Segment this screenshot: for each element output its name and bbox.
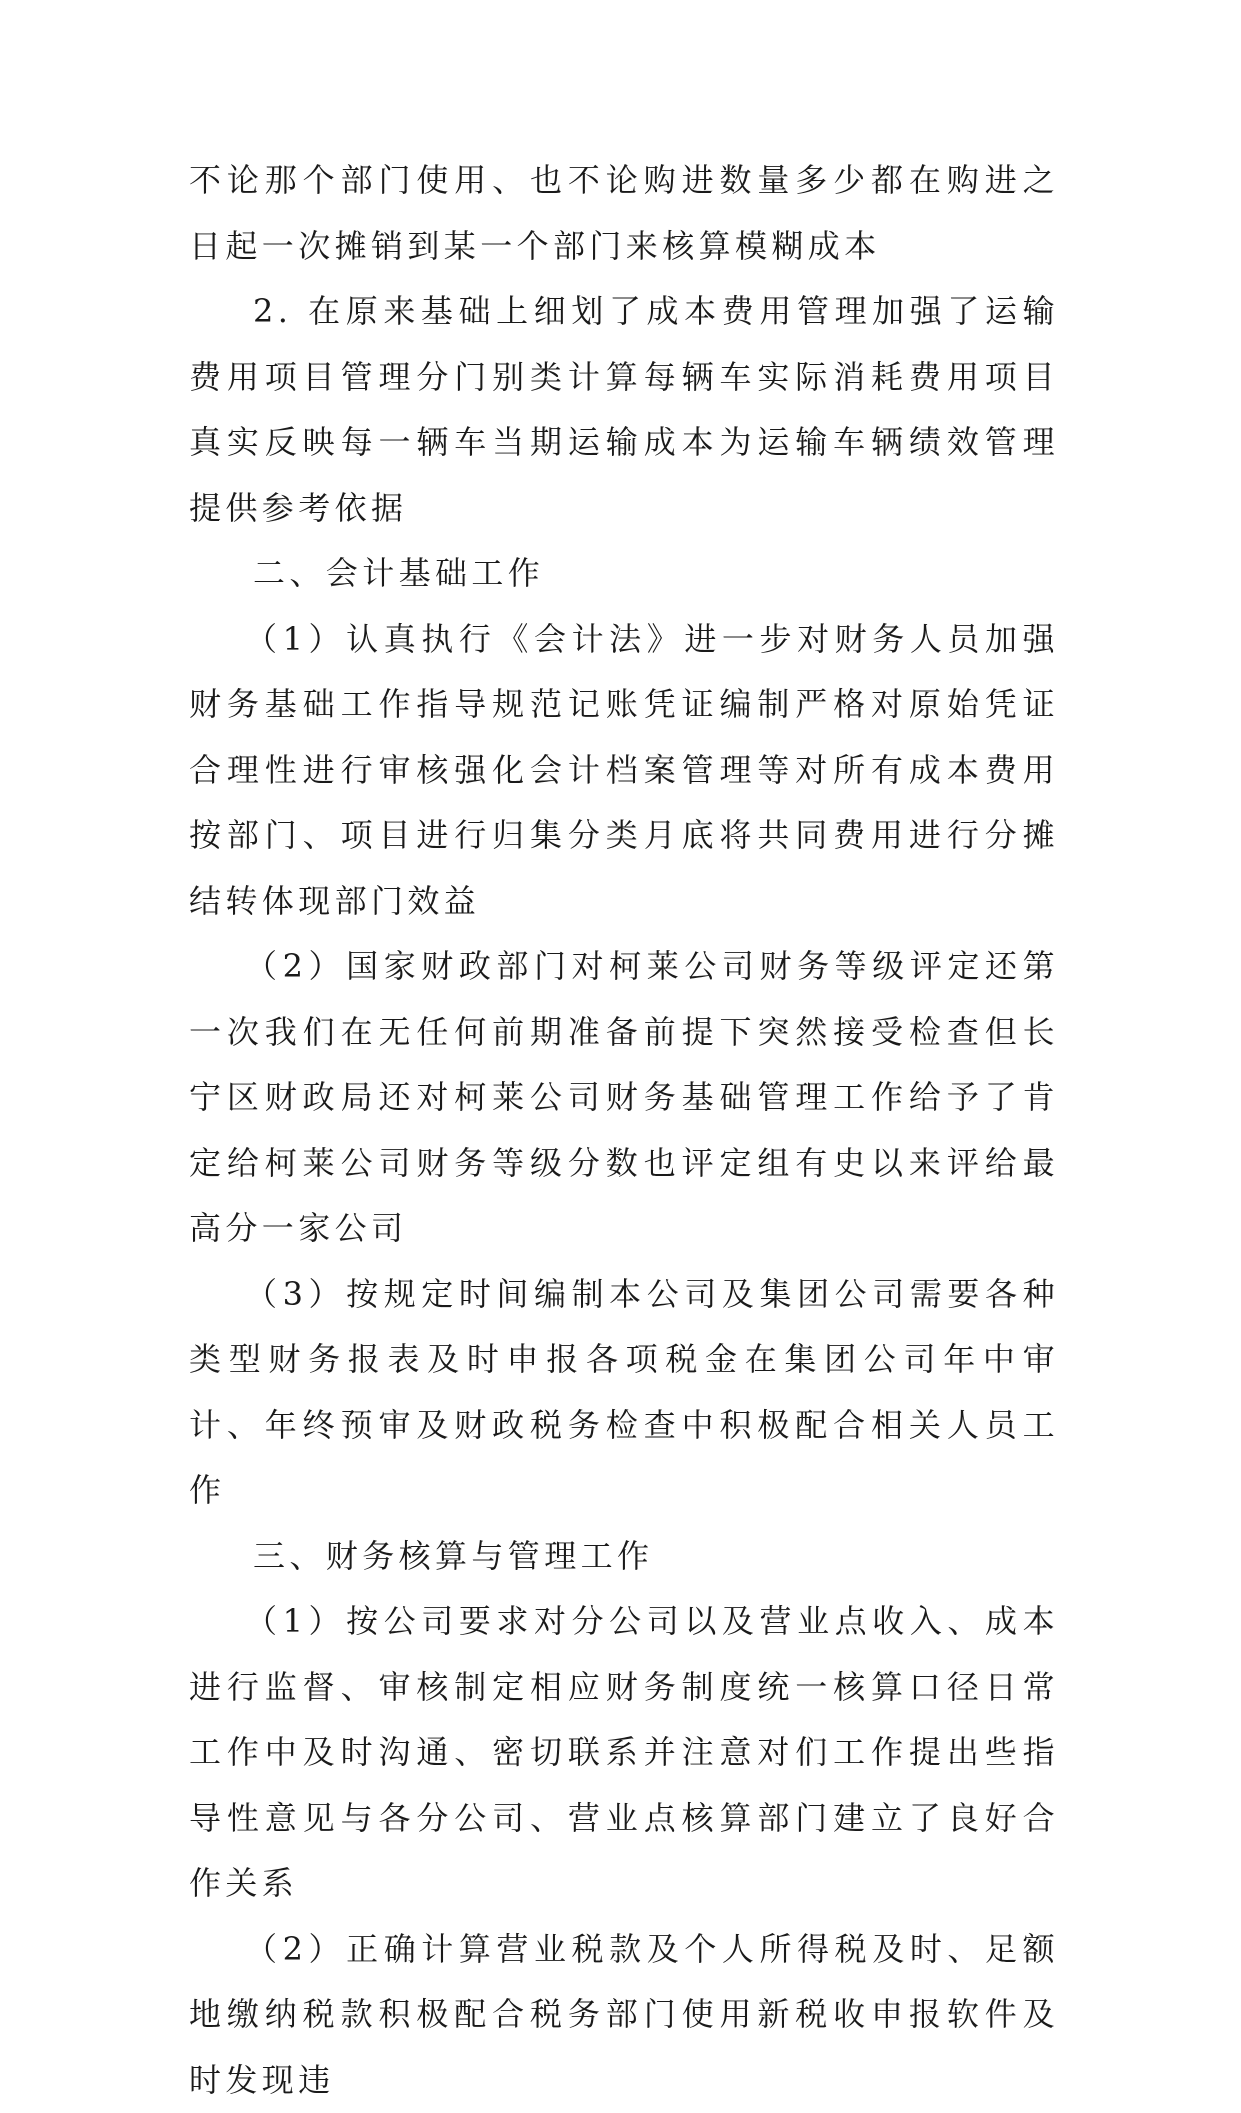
document-body xyxy=(189,148,1059,2113)
paragraph-continuation: 不论那个部门使用、也不论购进数量多少都在购进之日起一次摊销到某一个部门来核算模糊成本 xyxy=(189,148,1059,279)
section-heading-financial-management: 三、财务核算与管理工作 xyxy=(189,1524,1059,1590)
paragraph-item-2: 2. 在原来基础上细划了成本费用管理加强了运输费用项目管理分门别类计算每辆车实际消耗费用项目真实反映每一辆车当期运输成本为运输车辆绩效管理提供参考依据 xyxy=(189,279,1059,541)
paragraph-management-1: （1）按公司要求对分公司以及营业点收入、成本进行监督、审核制定相应财务制度统一核算口径日常工作中及时沟通、密切联系并注意对们工作提出些指导性意见与各分公司、营业点核算部门建立了良好合作关系 xyxy=(189,1589,1059,1917)
section-heading-accounting-basics: 二、会计基础工作 xyxy=(189,541,1059,607)
paragraph-accounting-2: （2）国家财政部门对柯莱公司财务等级评定还第一次我们在无任何前期准备前提下突然接受检查但长宁区财政局还对柯莱公司财务基础管理工作给予了肯定给柯莱公司财务等级分数也评定组有史以来评给最高分一家公司 xyxy=(189,934,1059,1262)
paragraph-accounting-3: （3）按规定时间编制本公司及集团公司需要各种类型财务报表及时申报各项税金在集团公司年中审计、年终预审及财政税务检查中积极配合相关人员工作 xyxy=(189,1262,1059,1524)
paragraph-accounting-1: （1）认真执行《会计法》进一步对财务人员加强财务基础工作指导规范记账凭证编制严格对原始凭证合理性进行审核强化会计档案管理等对所有成本费用按部门、项目进行归集分类月底将共同费用进行分摊结转体现部门效益 xyxy=(189,607,1059,935)
paragraph-management-2: （2）正确计算营业税款及个人所得税及时、足额地缴纳税款积极配合税务部门使用新税收申报软件及时发现违 xyxy=(189,1917,1059,2113)
